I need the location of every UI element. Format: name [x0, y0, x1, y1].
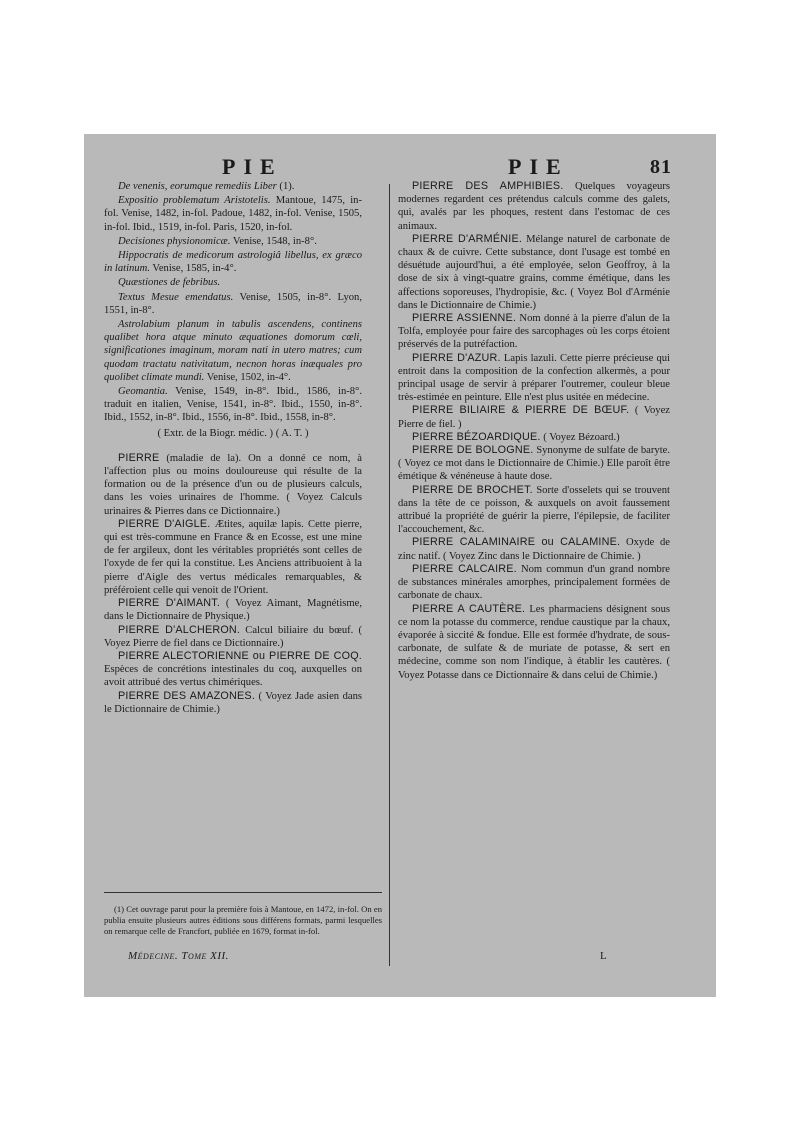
- entry-text: Synonyme de sulfate de baryte. ( Voyez ce mot dans le Dictionnaire de Chimie.) Elle paroît être émétique & vénéneuse à haute dose.: [398, 445, 670, 483]
- work-details: Venise, 1502, in-4°.: [204, 371, 291, 383]
- entry-text: (maladie de la). On a donné ce nom, à l'affection plus ou moins douloureuse qui résulte de la formation ou de la présence d'un ou de plusieurs calculs, dans les voies urinaires de l'homme. ( Voyez Calculs urinaires & Pierres dans ce Dictionnaire.): [104, 452, 362, 517]
- dictionary-entry: [104, 650, 362, 690]
- entry-headword: PIERRE ALECTORIENNE ou PIERRE DE COQ.: [118, 649, 362, 662]
- entry-headword: PIERRE BÉZOARDIQUE.: [412, 430, 541, 443]
- dictionary-entry: [398, 404, 670, 430]
- right-entries: [398, 180, 670, 682]
- entry-headword: PIERRE DE BROCHET.: [412, 483, 533, 496]
- bibliography-item: [104, 276, 362, 289]
- running-header-right: PIE: [508, 154, 569, 179]
- footnote: [104, 904, 382, 937]
- entry-text: Les pharmaciens désignent sous ce nom la potasse du commerce, rendue caustique par la chaux, évaporée à siccité & fondue. Elle est formée d'hydrate, de sous-carbonate, de sulfate & de muriate de potasse, & sert en médecine, comme son nom l'indique, à établir les cautères. ( Voyez Potasse dans ce Dictionnaire & dans celui de Chimie.): [398, 603, 670, 681]
- page-content: [84, 134, 716, 997]
- dictionary-entry: [104, 690, 362, 716]
- dictionary-entry: [398, 603, 670, 682]
- work-details: Venise, 1548, in-8°.: [230, 235, 317, 247]
- bibliography-item: [104, 180, 362, 193]
- work-title: De venenis, eorumque remediis Liber: [118, 181, 277, 192]
- bibliography-list: [104, 180, 362, 425]
- bibliography-item: [104, 235, 362, 248]
- entry-text: ( Voyez Pierre de fiel. ): [398, 405, 670, 430]
- footnote-text: (1) Cet ouvrage parut pour la première fois à Mantoue, en 1472, in-fol. On en publia ensuite plusieurs autres éditions sous différens formats, parmi lesquelles on remarque celle de Francfort, publiée en 1679, format in-fol.: [104, 904, 382, 936]
- entry-text: Mélange naturel de carbonate de chaux & de cuivre. Cette substance, dont l'usage est tombé en désuétude aujourd'hui, a été employée, selon Geoffroy, à la dose de six à vingt-quatre grains, comme émétique, dans les affections soporeuses, l'hydropisie, &c. ( Voyez Bol d'Arménie dans le Dictionnaire de Chimie.): [398, 233, 670, 311]
- dictionary-entry: [398, 352, 670, 405]
- dictionary-entry: [398, 484, 670, 537]
- entry-headword: PIERRE D'AIMANT.: [118, 597, 221, 610]
- entry-text: Ætites, aquilæ lapis. Cette pierre, qui est très-commune en France & en Ecosse, est une mine de fer argileux, dont les véritables propriétés sont celles de l'oxyde de fer qui la constitue. Les Anciens attribuoient à la pierre d'Aigle des vertus médicales remarquables, & préféroient celle qui venoit de l'Orient.: [104, 518, 362, 596]
- entry-headword: PIERRE DE BOLOGNE.: [412, 444, 534, 457]
- entry-headword: PIERRE A CAUTÈRE.: [412, 602, 526, 615]
- dictionary-entry: [398, 563, 670, 603]
- bibliography-item: [104, 194, 362, 234]
- bibliography-item: [104, 249, 362, 275]
- page-number: 81: [650, 156, 672, 178]
- dictionary-entry: [398, 180, 670, 233]
- entry-headword: PIERRE D'ARMÉNIE.: [412, 232, 523, 245]
- dictionary-entry: [398, 233, 670, 312]
- work-title: Astrolabium planum in tabulis ascendens, continens qualibet hora atque minuto æquationes domorum cœli, significationes imaginum, moram nati in utero matres; cum quodam tractatu nativitatum, necnon horas inæquales pro quolibet climate mundi.: [104, 319, 362, 383]
- running-header-left: PIE: [222, 154, 283, 179]
- entry-headword: PIERRE D'AIGLE.: [118, 517, 211, 530]
- entry-headword: PIERRE CALAMINAIRE ou CALAMINE.: [412, 536, 621, 549]
- work-title: Hippocratis de medicorum astrologiâ libellus, ex græco in latinum.: [104, 250, 362, 275]
- entry-headword: PIERRE CALCAIRE.: [412, 562, 517, 575]
- entry-text: Quelques voyageurs modernes regardent ces prétendus calculs comme des galets, qui, avalés par les phoques, restent dans l'estomac de ces animaux.: [398, 181, 670, 232]
- footnote-rule: [104, 892, 382, 893]
- entry-text: ( Voyez Aimant, Magnétisme, dans le Dictionnaire de Physique.): [104, 598, 362, 623]
- bibliography-item: [104, 291, 362, 317]
- work-details: (1).: [276, 181, 295, 192]
- dictionary-entry: [398, 536, 670, 562]
- dictionary-entry: [104, 624, 362, 650]
- entry-text: Nom donné à la pierre d'alun de la Tolfa, employée pour faire des sarcophages où les corps étoient préservés de la putréfaction.: [398, 313, 670, 351]
- work-details: Mantoue, 1475, in-fol. Venise, 1482, in-fol. Padoue, 1482, in-fol. Venise, 1505, in-fol. Ibid., 1519, in-fol. Paris, 1520, in-fol.: [104, 195, 362, 233]
- entry-headword: PIERRE D'ALCHERON.: [118, 623, 241, 636]
- entry-headword: PIERRE BILIAIRE & PIERRE DE BŒUF.: [412, 404, 630, 417]
- entry-text: Oxyde de zinc natif. ( Voyez Zinc dans le Dictionnaire de Chimie. ): [398, 537, 670, 562]
- right-column: [398, 180, 670, 682]
- work-details: Venise, 1585, in-4°.: [149, 263, 237, 275]
- entry-headword: PIERRE D'AZUR.: [412, 351, 501, 364]
- bibliography-item: [104, 385, 362, 425]
- bibliography-item: [104, 318, 362, 384]
- work-details: Venise, 1505, in-8°. Lyon, 1551, in-8°.: [104, 291, 362, 316]
- volume-signature: Médecine. Tome XII.: [128, 950, 229, 962]
- entry-headword: PIERRE DES AMPHIBIES.: [412, 180, 564, 192]
- work-title: Textus Mesue emendatus.: [118, 291, 234, 303]
- entry-text: ( Voyez Bézoard.): [540, 431, 620, 443]
- dictionary-entry: [398, 312, 670, 352]
- work-title: Decisiones physionomicæ.: [118, 235, 231, 247]
- dictionary-entry: [104, 597, 362, 623]
- entry-headword: PIERRE ASSIENNE.: [412, 312, 517, 325]
- work-title: Quæstiones de febribus.: [118, 277, 221, 289]
- dictionary-entry: [104, 518, 362, 597]
- entry-text: Lapis lazuli. Cette pierre précieuse qui entroit dans la composition de la confection alkermès, a pour principal usage de servir à préparer l'outremer, couleur bleue très-estimée en peinture. Elle n'est plus usitée en médecine.: [398, 352, 671, 404]
- entry-text: Nom commun d'un grand nombre de substances minérales amorphes, principalement formées de carbonate de chaux.: [398, 563, 670, 602]
- entry-headword: PIERRE: [118, 451, 160, 464]
- dictionary-entry: [104, 452, 362, 518]
- work-title: Expositio problematum Aristotelis.: [118, 195, 271, 207]
- entry-text: Calcul biliaire du bœuf. ( Voyez Pierre de fiel dans ce Dictionnaire.): [104, 624, 362, 649]
- source-credit: ( Extr. de la Biogr. médic. ) ( A. T. ): [157, 427, 309, 439]
- dictionary-entry: [398, 444, 670, 484]
- signature-letter: L: [600, 950, 607, 962]
- work-title: Geomantia.: [118, 386, 168, 398]
- scanned-page: [84, 134, 716, 997]
- entry-headword: PIERRE DES AMAZONES.: [118, 689, 256, 702]
- left-entries: [104, 452, 362, 716]
- entry-text: Espèces de concrétions intestinales du coq, auxquelles on avoit attribué des vertus chimériques.: [104, 664, 362, 689]
- entry-text: ( Voyez Jade asien dans le Dictionnaire de Chimie.): [104, 690, 362, 715]
- entry-text: Sorte d'osselets qui se trouvent dans la tête de ce poisson, & auxquels on avoit faussement attribué la propriété de guérir la pierre, l'épilepsie, de faciliter l'accouchement, &c.: [398, 484, 670, 536]
- dictionary-entry: [398, 431, 670, 444]
- work-details: Venise, 1549, in-8°. Ibid., 1586, in-8°. traduit en italien, Venise, 1541, in-8°. Ibid., 1550, in-8°. Ibid., 1552, in-8°. Ibid., 1556, in-8°. Ibid., 1558, in-8°.: [104, 386, 362, 424]
- column-divider: [389, 184, 390, 966]
- left-column: [104, 180, 362, 716]
